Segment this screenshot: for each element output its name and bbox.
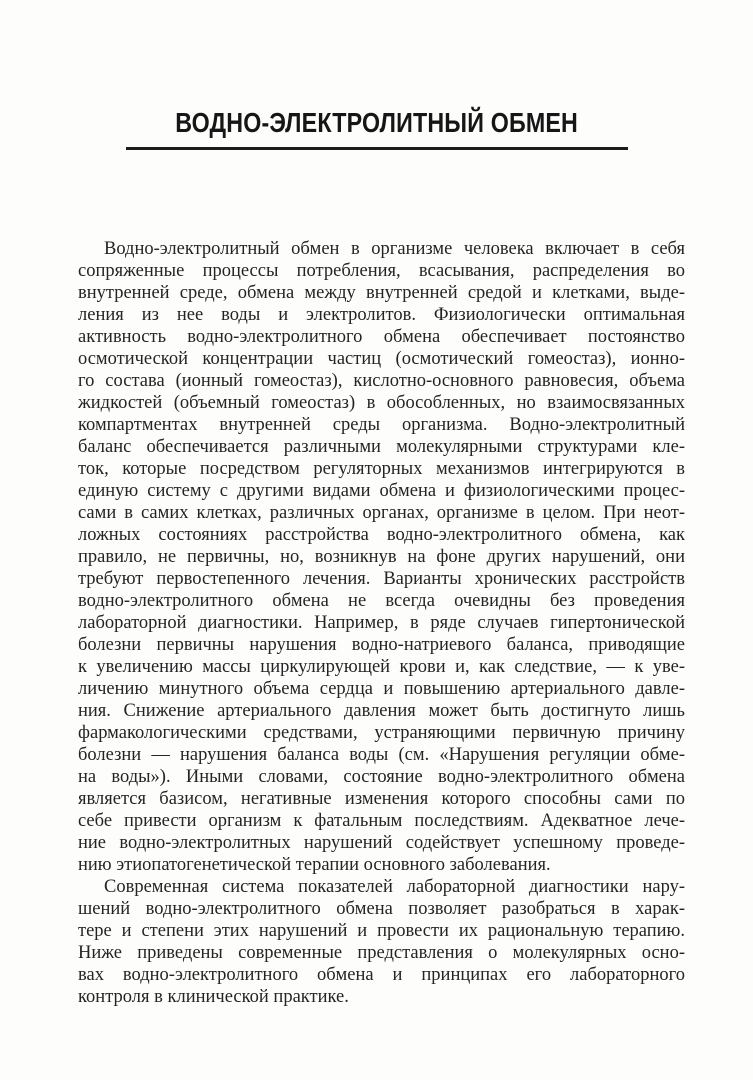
text-line: компартментах внутренней среды организма. Водно-электролитный: [78, 415, 685, 435]
text-line: Ниже приведены современные представления о молекулярных осно-: [78, 943, 685, 963]
text-line: осмотической концентрации частиц (осмотический гомеостаз), ионно-: [78, 349, 685, 369]
chapter-header: [0, 0, 753, 150]
text-line: фармакологическими средствами, устраняющими первичную причину: [78, 723, 685, 743]
text-line: ток, которые посредством регуляторных механизмов интегрируются в: [78, 459, 685, 479]
text-line: внутренней среде, обмена между внутренней средой и клетками, выде-: [78, 283, 685, 303]
text-line: сопряженные процессы потребления, всасывания, распределения во: [78, 261, 685, 281]
text-line: Современная система показателей лабораторной диагностики нару-: [104, 877, 685, 897]
text-line: себе привести организм к фатальным последствиям. Адекватное лече-: [78, 811, 685, 831]
text-line: единую систему с другими видами обмена и физиологическими процес-: [78, 481, 685, 501]
text-line: правило, не первичны, но, возникнув на фоне других нарушений, они: [78, 547, 685, 567]
text-line: ния. Снижение артериального давления может быть достигнуто лишь: [78, 701, 685, 721]
text-line: к увеличению массы циркулирующей крови и, как следствие, — к уве-: [78, 657, 685, 677]
text-line: нию этиопатогенетической терапии основного заболевания.: [78, 855, 551, 875]
text-line: го состава (ионный гомеостаз), кислотно-основного равновесия, объема: [78, 371, 685, 391]
text-line: контроля в клинической практике.: [78, 987, 349, 1007]
text-line: активность водно-электролитного обмена обеспечивает постоянство: [78, 327, 685, 347]
text-line: ложных состояниях расстройства водно-электролитного обмена, как: [78, 525, 685, 545]
title-rule: [126, 147, 628, 150]
text-line: является базисом, негативные изменения которого способны сами по: [78, 789, 685, 809]
body-text: [78, 238, 685, 1008]
text-line: личению минутного объема сердца и повышению артериального давле-: [78, 679, 685, 699]
text-line: тере и степени этих нарушений и провести их рациональную терапию.: [78, 921, 685, 941]
text-line: ние водно-электролитных нарушений содействует успешному проведе-: [78, 833, 685, 853]
text-line: болезни — нарушения баланса воды (см. «Нарушения регуляции обме-: [78, 745, 685, 765]
text-line: болезни первичны нарушения водно-натриевого баланса, приводящие: [78, 635, 685, 655]
text-line: требуют первостепенного лечения. Варианты хронических расстройств: [78, 569, 685, 589]
text-line: жидкостей (объемный гомеостаз) в обособленных, но взаимосвязанных: [78, 393, 685, 413]
text-line: лабораторной диагностики. Например, в ряде случаев гипертонической: [78, 613, 685, 633]
text-line: сами в самих клетках, различных органах, организме в целом. При неот-: [78, 503, 685, 523]
paragraph: [78, 238, 685, 876]
text-line: баланс обеспечивается различными молекулярными структурами кле-: [78, 437, 685, 457]
text-line: водно-электролитного обмена не всегда очевидны без проведения: [78, 591, 685, 611]
text-line: Водно-электролитный обмен в организме человека включает в себя: [104, 239, 685, 259]
paragraph: [78, 876, 685, 1008]
text-line: шений водно-электролитного обмена позволяет разобраться в харак-: [78, 899, 685, 919]
text-line: на воды»). Иными словами, состояние водно-электролитного обмена: [78, 767, 685, 787]
text-line: ления из нее воды и электролитов. Физиологически оптимальная: [78, 305, 685, 325]
text-line: вах водно-электролитного обмена и принципах его лабораторного: [78, 965, 685, 985]
chapter-title: ВОДНО-ЭЛЕКТРОЛИТНЫЙ ОБМЕН: [175, 107, 578, 138]
